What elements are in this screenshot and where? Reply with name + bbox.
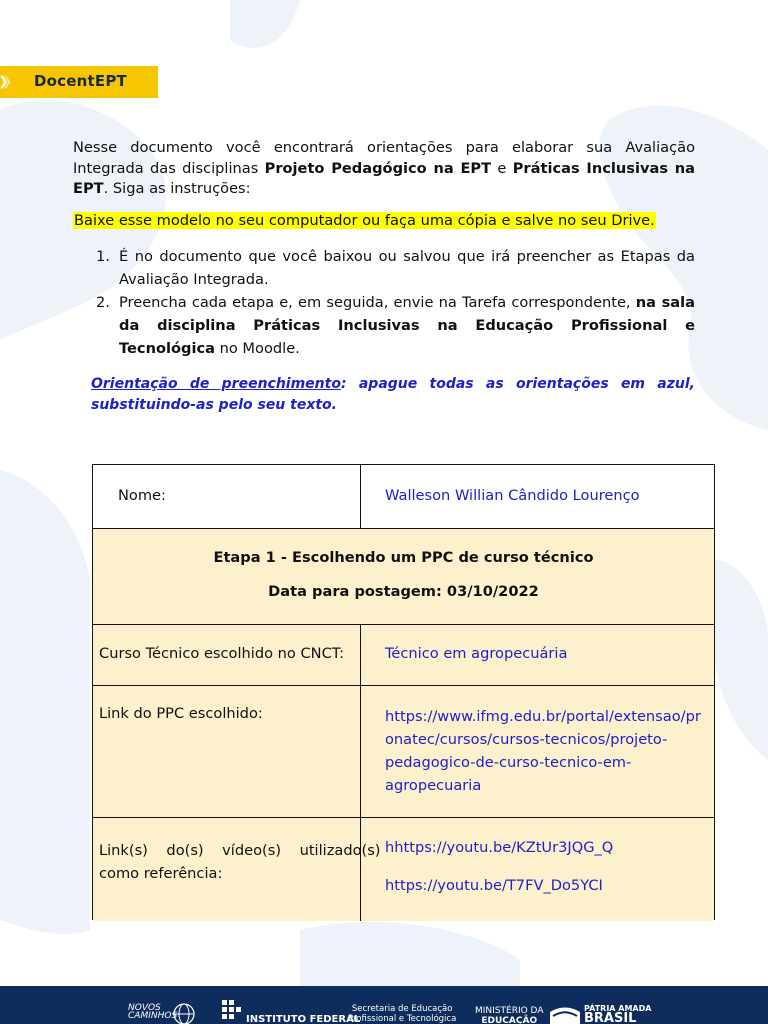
list-text <box>119 291 695 360</box>
name-value[interactable]: Walleson Willian Cândido Lourenço <box>385 487 640 504</box>
intro-text-3: . Siga as instruções: <box>103 180 251 197</box>
orientation-note <box>91 374 695 416</box>
footer-bar <box>0 986 768 1024</box>
video-label <box>99 839 381 885</box>
caminhos-text: CAMINHOS <box>128 1011 178 1021</box>
list-number: 1. <box>96 248 110 265</box>
video-label-cell <box>93 818 381 921</box>
instituto-federal-text: INSTITUTO FEDERAL <box>246 1014 361 1024</box>
ministerio-line-2: EDUCAÇÃO <box>481 1016 538 1024</box>
ppc-value-cell[interactable] <box>361 686 714 817</box>
video-label-line: Link(s) do(s) vídeo(s) utilizado(s) <box>99 842 381 859</box>
name-label: Nome: <box>118 487 166 504</box>
ministerio-text <box>475 1006 543 1024</box>
video-value-cell[interactable] <box>361 818 714 921</box>
ppc-link-line[interactable]: https://www.ifmg.edu.br/portal/extensao/pr <box>385 708 701 725</box>
curso-label-cell <box>93 625 361 685</box>
intro-bold-1: Projeto Pedagógico na EPT <box>264 159 492 177</box>
evaluation-table <box>92 464 715 920</box>
instituto-federal-icon <box>222 1000 242 1022</box>
name-value-cell[interactable] <box>361 465 714 528</box>
secretaria-line-2: Profissional e Tecnológica <box>348 1014 457 1024</box>
globe-icon <box>172 1002 196 1024</box>
docentept-logo <box>0 66 158 98</box>
intro-text-1: Nesse documento você encontrará orientações para elaborar sua Avaliação Integrada das disciplinas <box>73 139 695 177</box>
video-label-line: como referência: <box>99 865 223 882</box>
table-row-ppc <box>93 686 714 818</box>
ppc-label: Link do PPC escolhido: <box>99 705 263 722</box>
video-link[interactable]: hhttps://youtu.be/KZtUr3JQG_Q <box>385 839 614 856</box>
novos-text: NOVOS <box>128 1003 161 1013</box>
ppc-link-line[interactable]: agropecuaria <box>385 777 482 794</box>
curso-value-cell[interactable] <box>361 625 714 685</box>
list-number: 2. <box>96 294 110 311</box>
step2-text-before: Preencha cada etapa e, em seguida, envie na Tarefa correspondente, <box>119 294 636 311</box>
patria-text: PÁTRIA AMADA <box>584 1004 652 1013</box>
ministerio-line-1: MINISTÉRIO DA <box>475 1006 544 1016</box>
secretaria-text <box>348 1004 456 1024</box>
highlighted-text: Baixe esse modelo no seu computador ou faça uma cópia e salve no seu Drive. <box>74 212 655 229</box>
video-link[interactable]: https://youtu.be/T7FV_Do5YCI <box>385 877 603 894</box>
table-row-etapa <box>93 529 714 625</box>
logo-chevron-icon <box>0 66 12 98</box>
ppc-link-line[interactable]: pedagogico-de-curso-tecnico-em- <box>385 754 632 771</box>
table-row-name <box>93 465 714 529</box>
novos-caminhos-logo <box>128 1004 177 1020</box>
brasil-flag-icon <box>550 1006 580 1024</box>
table-row-videos <box>93 818 714 921</box>
intro-text-2: e <box>491 159 513 177</box>
patria-brasil-text <box>584 1004 651 1024</box>
table-row-curso <box>93 625 714 686</box>
curso-value[interactable]: Técnico em agropecuária <box>385 645 568 662</box>
secretaria-line-1: Secretaria de Educação <box>351 1004 453 1014</box>
list-item <box>96 291 695 360</box>
logo-text: DocentEPT <box>34 72 127 90</box>
brasil-text: BRASIL <box>584 1011 637 1024</box>
list-item <box>96 245 695 291</box>
download-instruction <box>73 211 656 231</box>
ppc-label-cell <box>93 686 361 817</box>
ppc-link-line[interactable]: onatec/cursos/cursos-tecnicos/projeto- <box>385 731 668 748</box>
intro-bold-2: Práticas Inclusivas na EPT <box>73 159 696 197</box>
etapa-title: Etapa 1 - Escolhendo um PPC de curso técnico <box>213 549 594 566</box>
orientation-text: : apague todas as orientações em azul, substituindo-as pelo seu texto. <box>91 376 695 413</box>
ppc-link[interactable] <box>385 705 701 797</box>
intro-paragraph <box>73 138 695 200</box>
etapa-date: Data para postagem: 03/10/2022 <box>268 583 539 600</box>
instruction-list <box>96 245 695 360</box>
step2-bold: na sala da disciplina Práticas Inclusivas na Educação Profissional e Tecnológica <box>119 294 695 357</box>
curso-label: Curso Técnico escolhido no CNCT: <box>99 645 345 662</box>
step2-text-after: no Moodle. <box>214 340 300 357</box>
list-text: É no documento que você baixou ou salvou que irá preencher as Etapas da Avaliação Integrada. <box>119 248 695 288</box>
orientation-link[interactable]: Orientação de preenchimento <box>91 376 341 392</box>
name-label-cell <box>93 465 361 528</box>
